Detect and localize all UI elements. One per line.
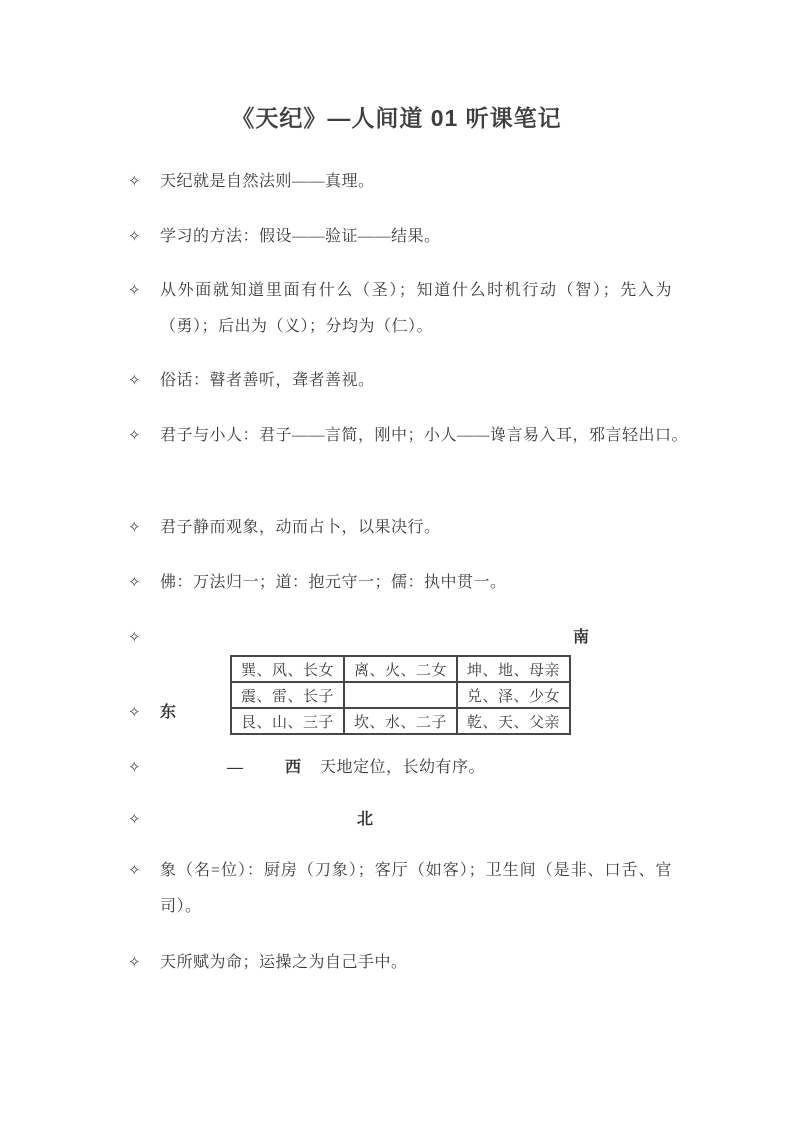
note-junzi-xiaoren — [128, 418, 688, 454]
table-row — [231, 682, 570, 708]
bagua-table — [230, 655, 571, 735]
note-three-teachings — [128, 565, 507, 601]
note-text: 君子与小人：君子——言简，刚中；小人——谗言易入耳，邪言轻出口。 — [160, 427, 689, 444]
note-text: 天纪就是自然法则——真理。 — [160, 173, 375, 190]
note-text: 象（名=位）：厨房（刀象）；客厅（如客）；卫生间（是非、口舌、官司）。 — [160, 862, 672, 915]
table-cell: 坤、地、母亲 — [457, 656, 570, 682]
diamond-bullet-icon: ✧ — [128, 863, 142, 879]
table-cell — [344, 682, 457, 708]
compass-west-row — [128, 750, 485, 786]
note-text: 俗话：瞽者善听，聋者善视。 — [160, 372, 375, 389]
note-rule — [128, 164, 375, 200]
diamond-bullet-icon: ✧ — [128, 520, 142, 536]
table-row — [231, 708, 570, 734]
diamond-bullet-icon: ✧ — [128, 812, 142, 828]
note-virtues — [128, 273, 672, 345]
note-ming — [128, 945, 408, 981]
compass-west-label: 西 — [285, 759, 302, 776]
diamond-bullet-icon: ✧ — [128, 174, 142, 190]
note-text: 从外面就知道里面有什么（圣）；知道什么时机行动（智）；先入为（勇）；后出为（义）；分均为（仁）。 — [160, 282, 672, 335]
west-annotation: 天地定位，长幼有序。 — [320, 759, 486, 776]
page-title: 《天纪》—人间道 01 听课笔记 — [231, 105, 562, 131]
table-cell: 巽、风、长女 — [231, 656, 344, 682]
diamond-bullet-icon: ✧ — [128, 229, 142, 245]
table-cell: 艮、山、三子 — [231, 708, 344, 734]
compass-east-label: 东 — [160, 704, 177, 721]
compass-south-label: 南 — [573, 629, 590, 646]
diamond-bullet-icon: ✧ — [128, 760, 142, 776]
note-text: 佛：万法归一；道：抱元守一；儒：执中贯一。 — [160, 574, 507, 591]
axis-dash: — — [227, 759, 244, 776]
table-cell: 离、火、二女 — [344, 656, 457, 682]
table-row — [231, 656, 570, 682]
table-cell: 震、雷、长子 — [231, 682, 344, 708]
note-method — [128, 219, 441, 255]
table-cell: 坎、水、二子 — [344, 708, 457, 734]
table-cell: 乾、天、父亲 — [457, 708, 570, 734]
diamond-bullet-icon: ✧ — [128, 575, 142, 591]
note-saying — [128, 363, 375, 399]
diamond-bullet-icon: ✧ — [128, 705, 142, 721]
note-text: 学习的方法：假设——验证——结果。 — [160, 228, 441, 245]
compass-north-label: 北 — [357, 811, 374, 828]
table-cell: 兑、泽、少女 — [457, 682, 570, 708]
diamond-bullet-icon: ✧ — [128, 630, 142, 646]
note-junzi-action — [128, 510, 441, 546]
note-text: 君子静而观象，动而占卜，以果决行。 — [160, 519, 441, 536]
diamond-bullet-icon: ✧ — [128, 373, 142, 389]
note-text: 天所赋为命；运操之为自己手中。 — [160, 954, 408, 971]
diamond-bullet-icon: ✧ — [128, 955, 142, 971]
compass-north-row — [128, 802, 374, 838]
diamond-bullet-icon: ✧ — [128, 283, 142, 299]
compass-east-row — [128, 695, 177, 731]
note-xiang — [128, 853, 672, 925]
diamond-bullet-icon: ✧ — [128, 428, 142, 444]
compass-south-row — [128, 620, 590, 656]
